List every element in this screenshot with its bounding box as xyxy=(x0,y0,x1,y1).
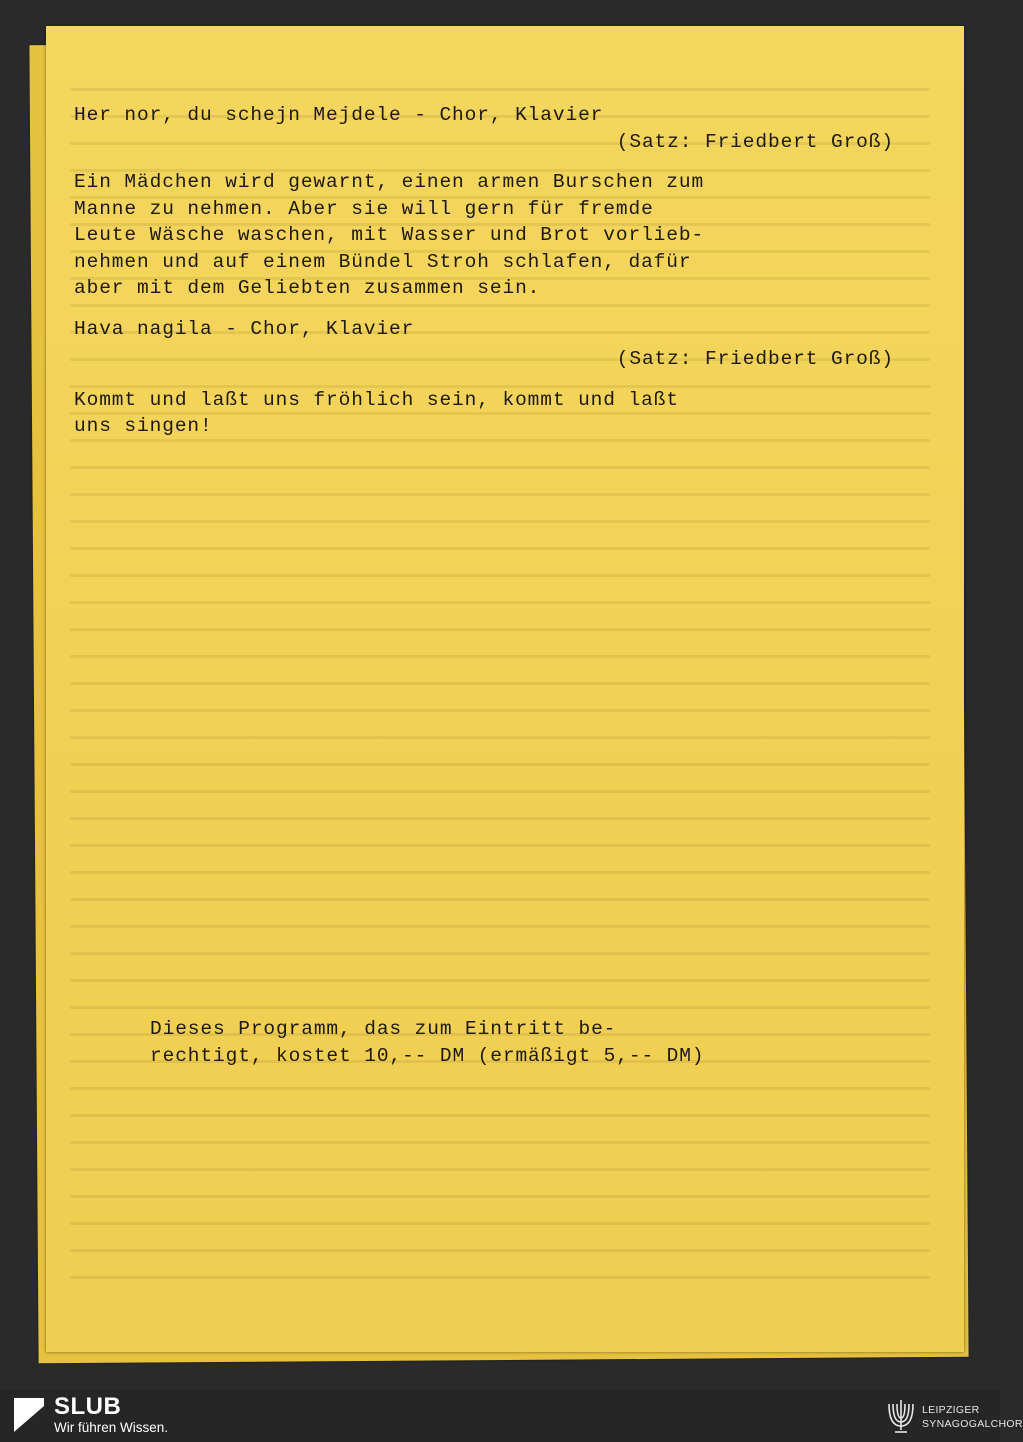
program-text xyxy=(74,102,894,440)
description-line: Ein Mädchen wird gewarnt, einen armen Burschen zum xyxy=(74,171,705,193)
library-name[interactable]: SLUB xyxy=(54,1393,122,1420)
song-description xyxy=(74,169,894,302)
viewer-footer xyxy=(0,1390,1023,1442)
price-note xyxy=(150,1016,870,1069)
description-line: Manne zu nehmen. Aber sie will gern für fremde xyxy=(74,197,654,220)
song-arrangement: (Satz: Friedbert Groß) xyxy=(616,130,894,153)
choir-name-line1: LEIPZIGER xyxy=(922,1404,980,1416)
song-arrangement: (Satz: Friedbert Groß) xyxy=(616,348,894,370)
description-line: uns singen! xyxy=(74,415,213,437)
song-title: Hava nagila - Chor, Klavier xyxy=(74,317,415,340)
choir-name-line2: SYNAGOGALCHOR xyxy=(922,1418,1023,1430)
price-line: Dieses Programm, das zum Eintritt be- xyxy=(150,1018,617,1040)
menorah-logo-icon xyxy=(886,1394,916,1436)
song-description xyxy=(74,387,894,440)
description-line: Leute Wäsche waschen, mit Wasser und Brot vorlieb- xyxy=(74,224,705,246)
price-line: rechtigt, kostet 10,-- DM (ermäßigt 5,-- DM) xyxy=(150,1044,705,1067)
song-title: Her nor, du schejn Mejdele - Chor, Klavier xyxy=(74,104,604,126)
description-line: aber mit dem Geliebten zusammen sein. xyxy=(74,277,541,299)
library-tagline: Wir führen Wissen. xyxy=(54,1420,169,1435)
description-line: nehmen und auf einem Bündel Stroh schlafen, dafür xyxy=(74,250,692,273)
slub-logo-icon[interactable] xyxy=(14,1398,44,1432)
description-line: Kommt und laßt uns fröhlich sein, kommt und laßt xyxy=(74,388,679,411)
